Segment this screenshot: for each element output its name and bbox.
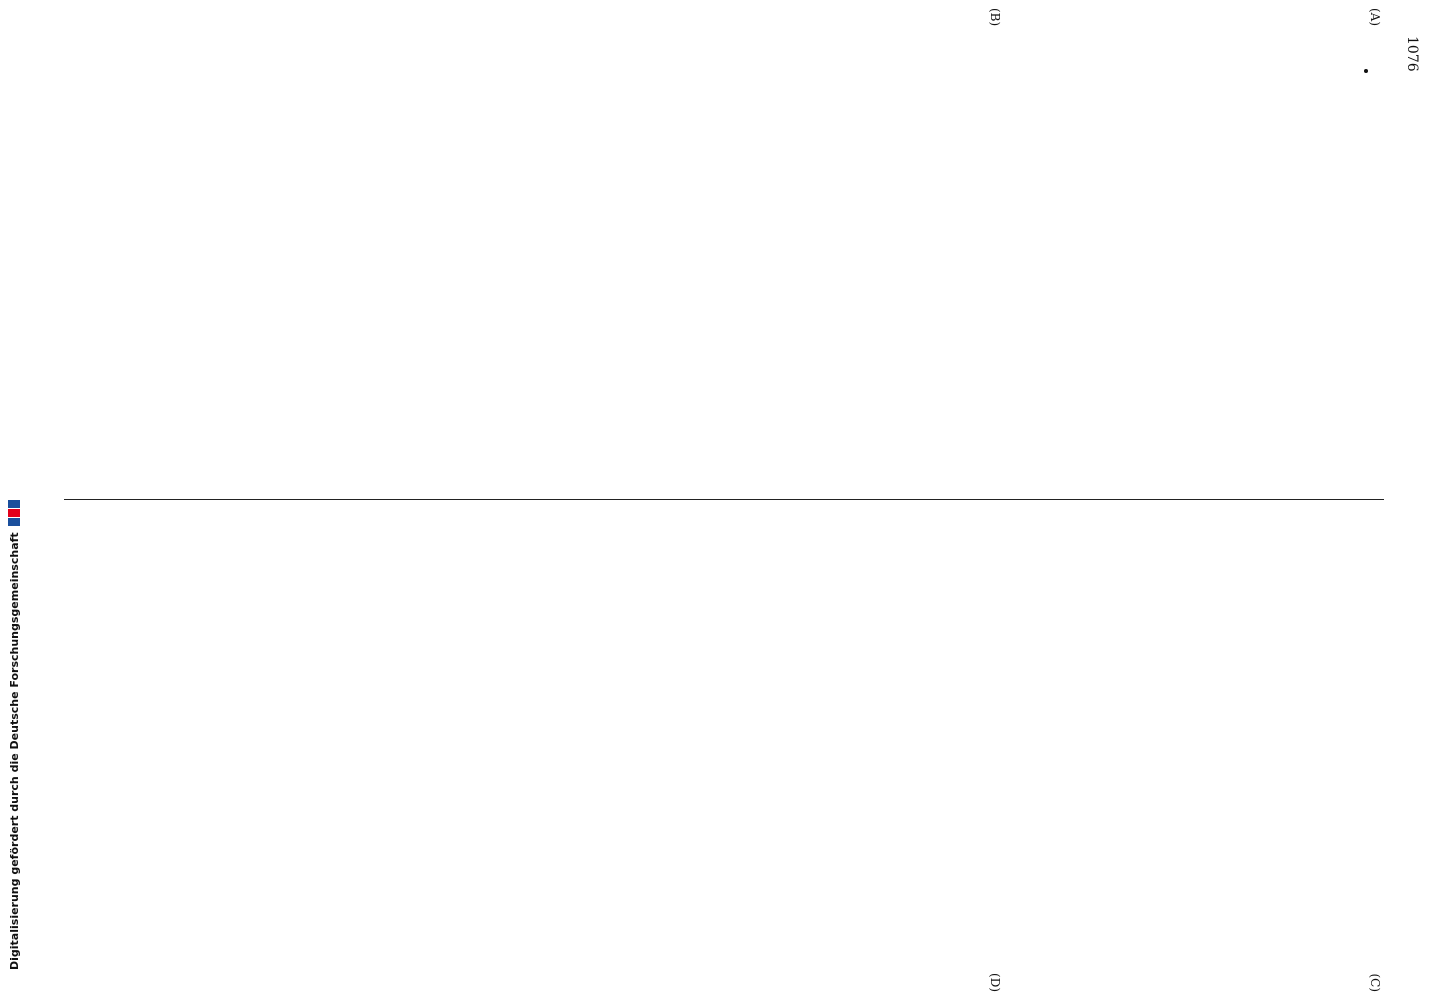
credit-text: Digitalisierung gefördert durch die Deutsche Forschungsgemeinschaft [7, 532, 21, 970]
logo-block [8, 518, 20, 526]
page-header [1392, 36, 1420, 962]
logo-block [8, 500, 20, 508]
margin-marker-c: (C) [1368, 973, 1382, 992]
dfg-logo-icon [8, 500, 20, 526]
left-column [64, 36, 1384, 477]
digitization-credit [4, 0, 24, 994]
margin-marker-b: (B) [988, 8, 1002, 27]
margin-marker-a: (A) [1368, 8, 1382, 27]
logo-block [8, 509, 20, 517]
column-divider [64, 499, 1384, 500]
text-columns [64, 36, 1384, 962]
page-number: 1076 [1404, 36, 1420, 72]
margin-marker-d: (D) [988, 973, 1002, 992]
right-column [64, 522, 1384, 963]
